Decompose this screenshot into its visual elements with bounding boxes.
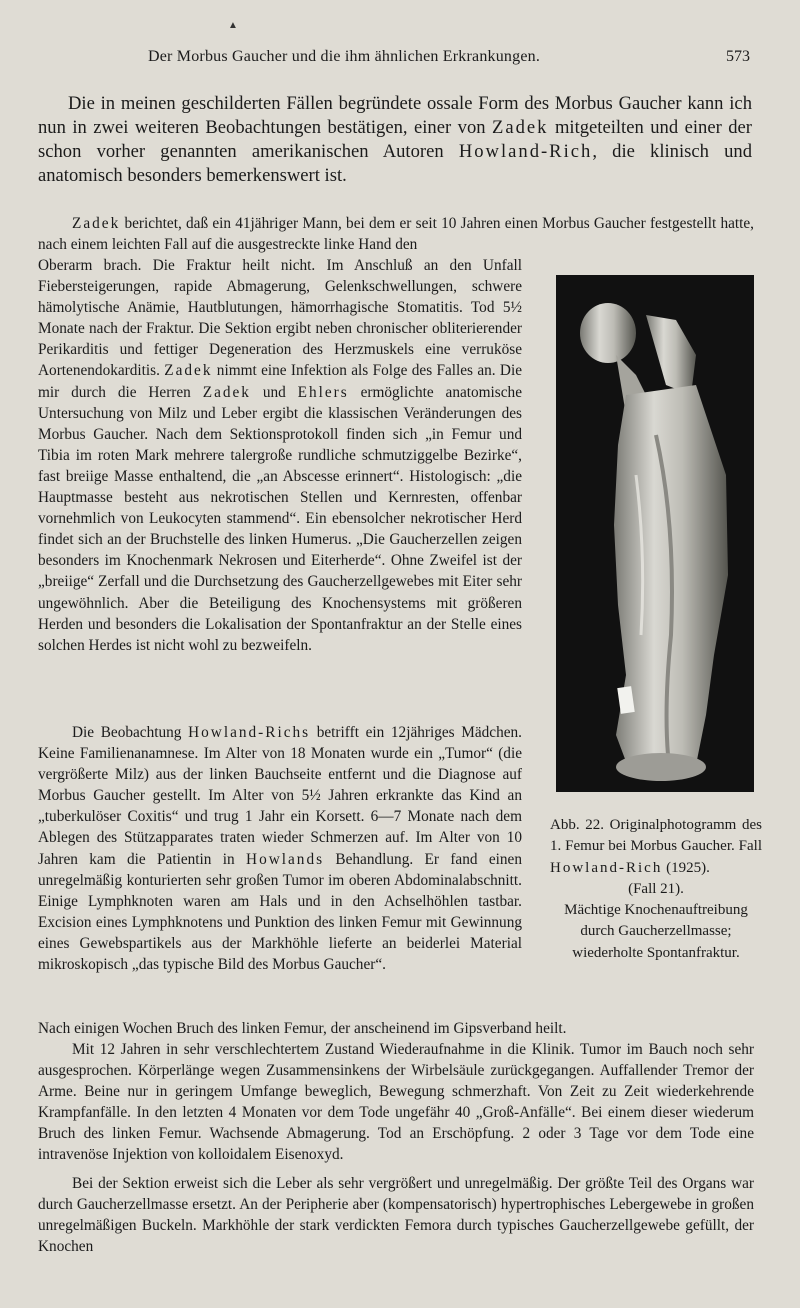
figure-caption: Abb. 22. Originalphotogramm des 1. Femur bei Morbus Gaucher. Fall Howland-Rich (1925). (Fall 21). Mächtige Knochenauftreibung durch Gaucherzellmasse; wiederholte Spontanfraktur. xyxy=(550,817,762,961)
paragraph-sektion: Bei der Sektion erweist sich die Leber als sehr vergrößert und unregelmäßig. Der größte Teil des Organs war durch Gaucherzellmasse ersetzt. An der Peripherie aber (kompensatorisch) hypertrophisches Lebergewebe in großen unregelmäßigen Buckeln. Markhöhle der stark verdickten Femora durch typisches Gaucherzellgewebe gefüllt, der Knochen xyxy=(38,1175,754,1256)
author-name: Howland-Rich xyxy=(458,141,593,162)
howland-paragraph-column: Die Beobachtung Howland-Richs betrifft ein 12jähriges Mädchen. Keine Familienanamnese. Im Alter von 18 Monaten wurde ein „Tumor“ (die vergrößerte Milz) aus der linken Bauchseite entfernt und die Diagnose auf Morbus Gaucher gestellt. Im Alter von 5½ Jahren erkrankte das Kind an „tuberkulöser Coxitis“ und trug 1 Jahr ein Korsett. 6—7 Monate nach dem Ablegen des Stützapparates traten wieder Schmerzen auf. Im Alter von 10 Jahren kam die Patientin in Howlands Behandlung. Er fand einen unregelmäßig konturierten sehr großen Tumor im oberen Abdominalabschnitt. Einige Lymphknoten waren am Hals und in den Achselhöhlen tastbar. Excision eines Lymphknotens und Punktion des linken Femur mit Gewinnung eines Gewebspartikels aus der Markhöhle lieferte an beiderlei Material mikroskopisch „das typische Bild des Morbus Gaucher“. xyxy=(38,724,522,974)
femur-photograph xyxy=(556,275,754,792)
author-name: Zadek xyxy=(492,117,549,138)
howland-paragraph-end: Nach einigen Wochen Bruch des linken Femur, der anscheinend im Gipsverband heilt. xyxy=(38,1020,567,1037)
femur-bone-image xyxy=(556,275,754,792)
printer-mark: ▲ xyxy=(228,20,238,31)
paragraph-age-12: Mit 12 Jahren in sehr verschlechtertem Zustand Wiederaufnahme in die Klinik. Tumor im Bauch noch sehr ausgesprochen. Körperlänge wegen Zusammensinkens der Wirbelsäule zurückgegangen. Auffallender Tremor der Arme. Beine nur in geringem Umfange beweglich, Bewegung schmerzhaft. Von Zeit zu Zeit wiederkehrende Krampfanfälle. In den letzten 4 Monaten vor dem Tode ungefähr 40 „Groß-Anfälle“. Bei einem dieser wiederum Bruch des linken Femur. Wachsende Abmagerung. Tod an Erschöpfung. 2 oder 3 Tage vor dem Tode eine intravenöse Injektion von kolloidalem Eisenoxyd. xyxy=(38,1041,754,1164)
zadek-paragraph-opening: Zadek berichtet, daß ein 41jähriger Mann, bei dem er seit 10 Jahren einen Morbus Gaucher festgestellt hatte, nach einem leichten Fall auf die ausgestreckte linke Hand den xyxy=(38,215,754,254)
page-number: 573 xyxy=(726,48,750,65)
lead-paragraph: Die in meinen geschilderten Fällen begründete ossale Form des Morbus Gaucher kann ich nun in zwei weiteren Beobachtungen bestätigen, einer von Zadek mitgeteilten und einer der schon vorher genannten amerikanischen Autoren Howland-Rich, die klinisch und anatomisch besonders bemerkenswert ist. xyxy=(38,93,753,186)
running-head: Der Morbus Gaucher und die ihm ähnlichen Erkrankungen. xyxy=(148,48,541,65)
zadek-paragraph-column: Oberarm brach. Die Fraktur heilt nicht. Im Anschluß an den Unfall Fiebersteigerungen, rapide Abmagerung, Gelenkschwellungen, schwere hämolytische Anämie, Hautblutungen, hämorrhagische Stomatitis. Tod 5½ Monate nach der Fraktur. Die Sektion ergibt neben chronischer obliterierender Perikarditis und fettiger Degeneration des Herzmuskels eine verruköse Aortenendokarditis. Zadek nimmt eine Infektion als Folge des Falles an. Die mir durch die Herren Zadek und Ehlers ermöglichte anatomische Untersuchung von Milz und Leber ergibt die klassischen Veränderungen des Morbus Gaucher. Nach dem Sektionsprotokoll finden sich „in Femur und Tibia im roten Mark mehrere talergroße rundliche schmutziggelbe Bezirke“, fast breiige Masse enthaltend, die „an Abscesse erinnert“. Histologisch: „die Hauptmasse besteht aus nekrotischen Stellen und Kernresten, offenbar vornehmlich von Leukocyten stammend“. Ein ebensolcher nekrotischer Herd findet sich an der Bruchstelle des linken Humerus. „Die Gaucherzellen zeigen besonders im Knochenmark Nekrosen und Eiterherde“. Ohne Zweifel ist der „breiige“ Zerfall und die Durchsetzung des Gaucherzellgewebes mit Eiter sehr ungewöhnlich. Aber die Beteiligung des Knochensystems mit größeren Herden und besonders die Lokalisation der Spontanfraktur an der Stelle eines solchen Herdes ist nicht wohl zu bezweifeln. xyxy=(38,257,522,654)
